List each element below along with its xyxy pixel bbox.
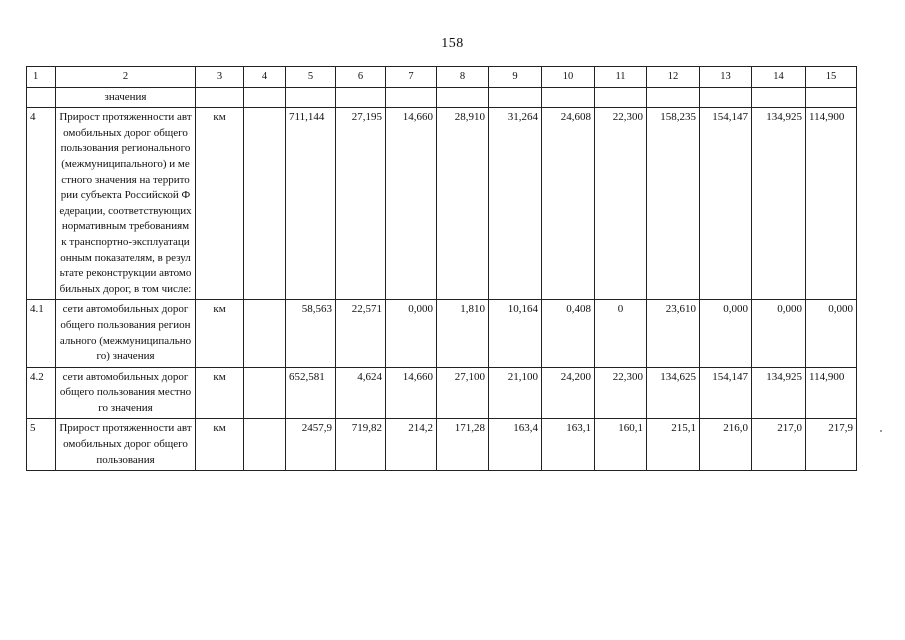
value-cell: 217,0 <box>752 419 806 471</box>
table-cell <box>752 87 806 108</box>
header-cell: 9 <box>489 67 542 88</box>
col4-cell <box>244 367 286 419</box>
value-cell: 28,910 <box>437 108 489 300</box>
table-cell <box>336 87 386 108</box>
header-cell: 10 <box>542 67 595 88</box>
table-row-4-1 <box>27 300 857 367</box>
header-cell: 7 <box>386 67 437 88</box>
value-cell: 14,660 <box>386 108 437 300</box>
value-cell: 23,610 <box>647 300 700 367</box>
header-cell: 1 <box>27 67 56 88</box>
value-cell: 27,195 <box>336 108 386 300</box>
table-cell <box>542 87 595 108</box>
col4-cell <box>244 419 286 471</box>
table-cell <box>700 87 752 108</box>
indicators-table <box>26 66 857 471</box>
value-cell: 22,300 <box>595 367 647 419</box>
value-cell: 154,147 <box>700 108 752 300</box>
value-cell: 216,0 <box>700 419 752 471</box>
value-cell: 134,925 <box>752 108 806 300</box>
table-row-4-2 <box>27 367 857 419</box>
value-cell: 719,82 <box>336 419 386 471</box>
continuation-text: значения <box>56 87 196 108</box>
header-cell: 14 <box>752 67 806 88</box>
value-cell: 154,147 <box>700 367 752 419</box>
value-cell: 21,100 <box>489 367 542 419</box>
value-cell: 0,408 <box>542 300 595 367</box>
page-number: 158 <box>441 36 464 51</box>
value-cell: 163,4 <box>489 419 542 471</box>
unit-cell: км <box>196 419 244 471</box>
column-number-row <box>27 67 857 88</box>
table-cell <box>595 87 647 108</box>
value-cell: 2457,9 <box>286 419 336 471</box>
header-cell: 6 <box>336 67 386 88</box>
value-cell: 158,235 <box>647 108 700 300</box>
value-cell: 163,1 <box>542 419 595 471</box>
value-cell: 4,624 <box>336 367 386 419</box>
value-cell: 58,563 <box>286 300 336 367</box>
indicator-name: сети автомобильных дорог общего пользования местного значения <box>56 367 196 419</box>
header-cell: 4 <box>244 67 286 88</box>
value-cell: 0,000 <box>700 300 752 367</box>
value-cell: 215,1 <box>647 419 700 471</box>
value-cell: 0,000 <box>752 300 806 367</box>
table-cell <box>386 87 437 108</box>
value-cell: 711,144 <box>286 108 336 300</box>
table-cell <box>27 87 56 108</box>
table-cell <box>647 87 700 108</box>
value-cell: 134,625 <box>647 367 700 419</box>
table-cell <box>244 87 286 108</box>
header-cell: 2 <box>56 67 196 88</box>
value-cell: 0,000 <box>386 300 437 367</box>
value-cell: 160,1 <box>595 419 647 471</box>
header-cell: 15 <box>806 67 857 88</box>
header-cell: 12 <box>647 67 700 88</box>
value-cell: 652,581 <box>286 367 336 419</box>
indicator-name: сети автомобильных дорог общего пользования регионального (межмуниципального) значения <box>56 300 196 367</box>
value-cell: 114,900 <box>806 108 857 300</box>
row-number: 4 <box>27 108 56 300</box>
value-cell: 24,200 <box>542 367 595 419</box>
row-number: 5 <box>27 419 56 471</box>
table-row-4 <box>27 108 857 300</box>
table-cell <box>286 87 336 108</box>
value-cell: 114,900 <box>806 367 857 419</box>
value-cell: 214,2 <box>386 419 437 471</box>
table-cell <box>806 87 857 108</box>
col4-cell <box>244 300 286 367</box>
indicator-name: Прирост протяженности автомобильных дорог общего пользования регионального (межмуниципального) и местного значения на территории субъекта Российской Федерации, соответствующих нормативным требованиям к транспортно-эксплуатационным показателям, в результате реконструкции автомобильных дорог, в том числе: <box>56 108 196 300</box>
value-cell: 22,571 <box>336 300 386 367</box>
header-cell: 13 <box>700 67 752 88</box>
unit-cell: км <box>196 108 244 300</box>
value-cell: 10,164 <box>489 300 542 367</box>
scan-speck <box>880 430 882 432</box>
header-cell: 11 <box>595 67 647 88</box>
value-cell: 24,608 <box>542 108 595 300</box>
table-row-5 <box>27 419 857 471</box>
row-number: 4.1 <box>27 300 56 367</box>
value-cell: 0,000 <box>806 300 857 367</box>
continuation-row <box>27 87 857 108</box>
header-cell: 8 <box>437 67 489 88</box>
table-cell <box>489 87 542 108</box>
col4-cell <box>244 108 286 300</box>
value-cell: 27,100 <box>437 367 489 419</box>
unit-cell: км <box>196 300 244 367</box>
header-cell: 5 <box>286 67 336 88</box>
value-cell: 134,925 <box>752 367 806 419</box>
row-number: 4.2 <box>27 367 56 419</box>
value-cell: 31,264 <box>489 108 542 300</box>
table-cell <box>196 87 244 108</box>
value-cell: 14,660 <box>386 367 437 419</box>
value-cell: 0 <box>595 300 647 367</box>
value-cell: 171,28 <box>437 419 489 471</box>
header-cell: 3 <box>196 67 244 88</box>
table-cell <box>437 87 489 108</box>
value-cell: 217,9 <box>806 419 857 471</box>
unit-cell: км <box>196 367 244 419</box>
value-cell: 22,300 <box>595 108 647 300</box>
indicator-name: Прирост протяженности автомобильных дорог общего пользования <box>56 419 196 471</box>
value-cell: 1,810 <box>437 300 489 367</box>
